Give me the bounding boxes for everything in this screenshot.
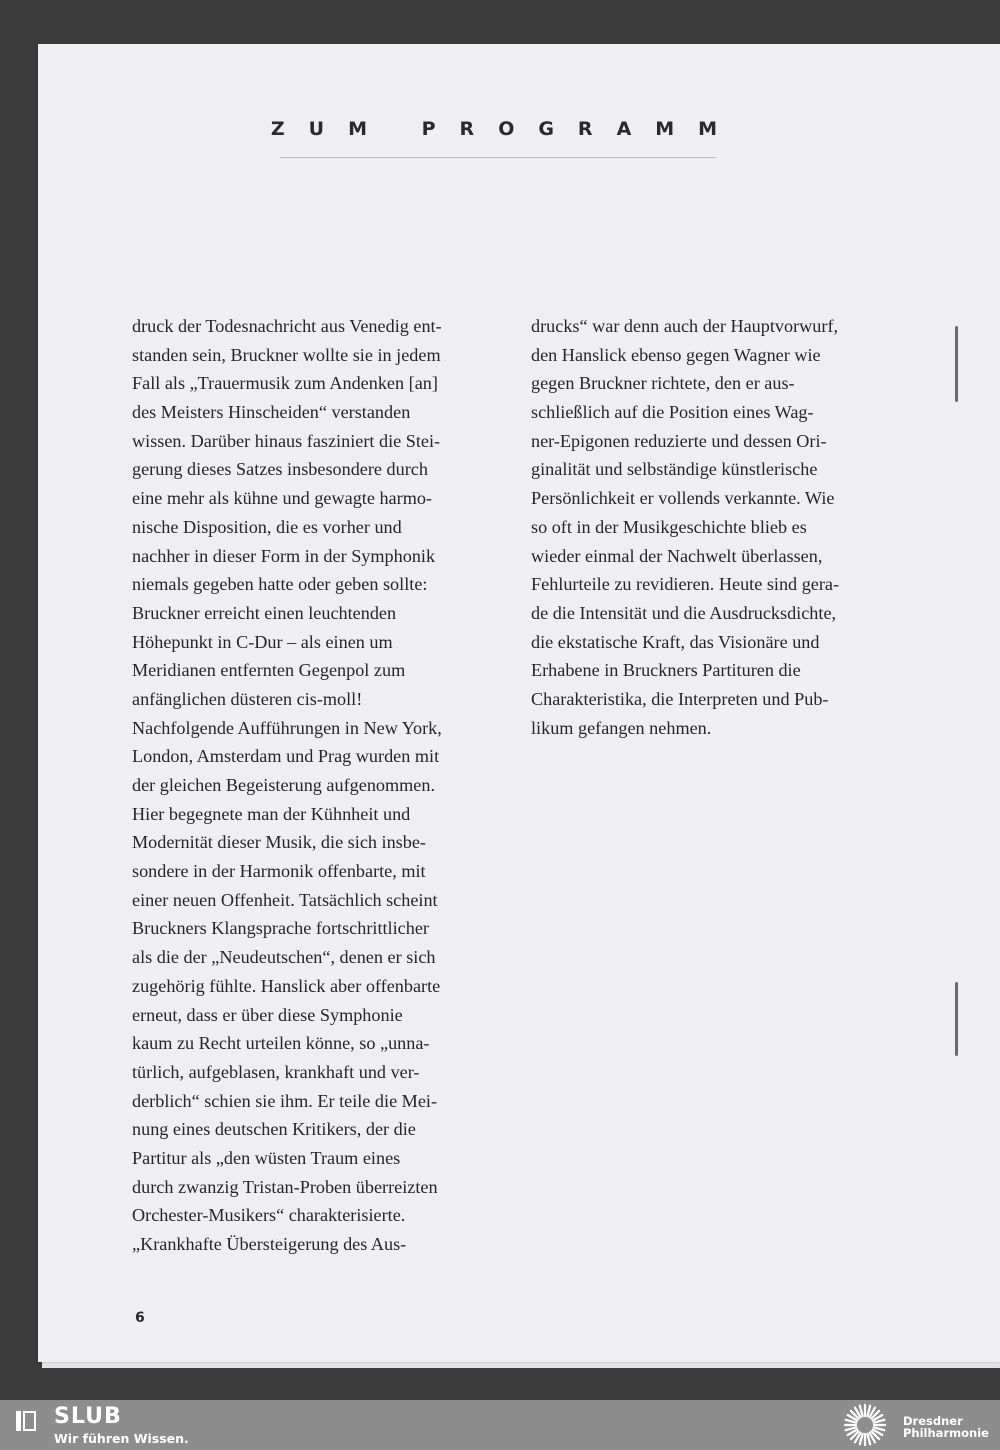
text-line: erneut, dass er über diese Symphonie: [132, 1004, 403, 1025]
text-line: Bruckner erreicht einen leuchtenden: [132, 602, 397, 623]
footer-bar: [0, 1400, 1000, 1450]
book-icon: [14, 1408, 40, 1434]
library-name: SLUB: [54, 1404, 122, 1429]
text-line: „Krankhafte Übersteigerung des Aus-: [132, 1234, 407, 1254]
text-line: Charakteristika, die Interpreten und Pub-: [531, 688, 829, 709]
text-line: de die Intensität und die Ausdrucksdichte,: [531, 602, 837, 623]
section-heading: ZUM PROGRAMM: [270, 118, 742, 140]
sunburst-logo-icon: [842, 1402, 888, 1448]
text-line: gegen Bruckner richtete, den er aus-: [531, 373, 795, 394]
text-line: der gleichen Begeisterung aufgenommen.: [132, 775, 436, 795]
text-line: sondere in der Harmonik offenbarte, mit: [132, 861, 426, 882]
text-line: Orchester-Musikers“ charakterisierte.: [132, 1205, 406, 1226]
text-line: Fall als „Trauermusik zum Andenken [an]: [132, 373, 438, 394]
text-line: druck der Todesnachricht aus Venedig ent-: [132, 316, 442, 336]
text-line: ginalität und selbständige künstlerische: [531, 459, 818, 480]
text-line: ner-Epigonen reduzierte und dessen Ori-: [531, 430, 827, 451]
left-text-column: [132, 312, 472, 1259]
text-line: drucks“ war denn auch der Hauptvorwurf,: [531, 316, 839, 336]
text-line: den Hanslick ebenso gegen Wagner wie: [531, 344, 821, 365]
text-line: Fehlurteile zu revidieren. Heute sind gera-: [531, 574, 840, 595]
text-line: niemals gegeben hatte oder geben sollte:: [132, 574, 428, 595]
text-line: Hier begegnete man der Kühnheit und: [132, 803, 411, 824]
text-line: so oft in der Musikgeschichte blieb es: [531, 516, 807, 537]
text-line: wissen. Darüber hinaus fasziniert die Stei-: [132, 430, 441, 451]
text-line: zugehörig fühlte. Hanslick aber offenbarte: [132, 975, 441, 996]
library-tagline: Wir führen Wissen.: [54, 1431, 189, 1446]
text-line: Höhepunkt in C-Dur – als einen um: [132, 631, 393, 652]
text-line: wieder einmal der Nachwelt überlassen,: [531, 545, 823, 566]
text-line: Persönlichkeit er vollends verkannte. Wie: [531, 488, 835, 509]
text-line: likum gefangen nehmen.: [531, 717, 712, 738]
text-line: als die der „Neudeutschen“, denen er sich: [132, 947, 436, 968]
text-line: derblich“ schien sie ihm. Er teile die Mei-: [132, 1090, 438, 1111]
partner-name: [903, 1415, 989, 1439]
text-line: London, Amsterdam und Prag wurden mit: [132, 746, 440, 767]
text-line: nung eines deutschen Kritikers, der die: [132, 1119, 416, 1140]
page-number: 6: [135, 1310, 145, 1326]
heading-rule: [280, 157, 716, 158]
text-line: nische Disposition, die es vorher und: [132, 516, 402, 537]
partner-name-line1: Dresdner: [903, 1414, 963, 1428]
text-line: Modernität dieser Musik, die sich insbe-: [132, 832, 426, 853]
text-line: Bruckners Klangsprache fortschrittlicher: [132, 918, 429, 939]
text-line: die ekstatische Kraft, das Visionäre und: [531, 631, 820, 652]
partner-name-line2: Philharmonie: [903, 1426, 989, 1440]
text-line: türlich, aufgeblasen, krankhaft und ver-: [132, 1061, 420, 1082]
text-line: einer neuen Offenheit. Tatsächlich scheint: [132, 889, 438, 910]
text-line: anfänglichen düsteren cis-moll!: [132, 688, 363, 709]
text-line: eine mehr als kühne und gewagte harmo-: [132, 488, 432, 509]
staple-bottom: [955, 982, 958, 1056]
text-line: standen sein, Bruckner wollte sie in jedem: [132, 344, 441, 365]
staple-top: [955, 326, 958, 402]
text-line: schließlich auf die Position eines Wag-: [531, 402, 814, 423]
text-line: Nachfolgende Aufführungen in New York,: [132, 717, 442, 738]
text-line: Partitur als „den wüsten Traum eines: [132, 1147, 401, 1168]
text-line: Meridianen entfernten Gegenpol zum: [132, 660, 406, 681]
text-line: nachher in dieser Form in der Symphonik: [132, 545, 436, 566]
right-text-column: [531, 312, 876, 742]
text-line: Erhabene in Bruckners Partituren die: [531, 660, 801, 681]
text-line: des Meisters Hinscheiden“ verstanden: [132, 402, 411, 423]
text-line: durch zwanzig Tristan-Proben überreizten: [132, 1176, 438, 1197]
text-line: kaum zu Recht urteilen könne, so „unna-: [132, 1033, 430, 1054]
text-line: gerung dieses Satzes insbesondere durch: [132, 459, 428, 480]
